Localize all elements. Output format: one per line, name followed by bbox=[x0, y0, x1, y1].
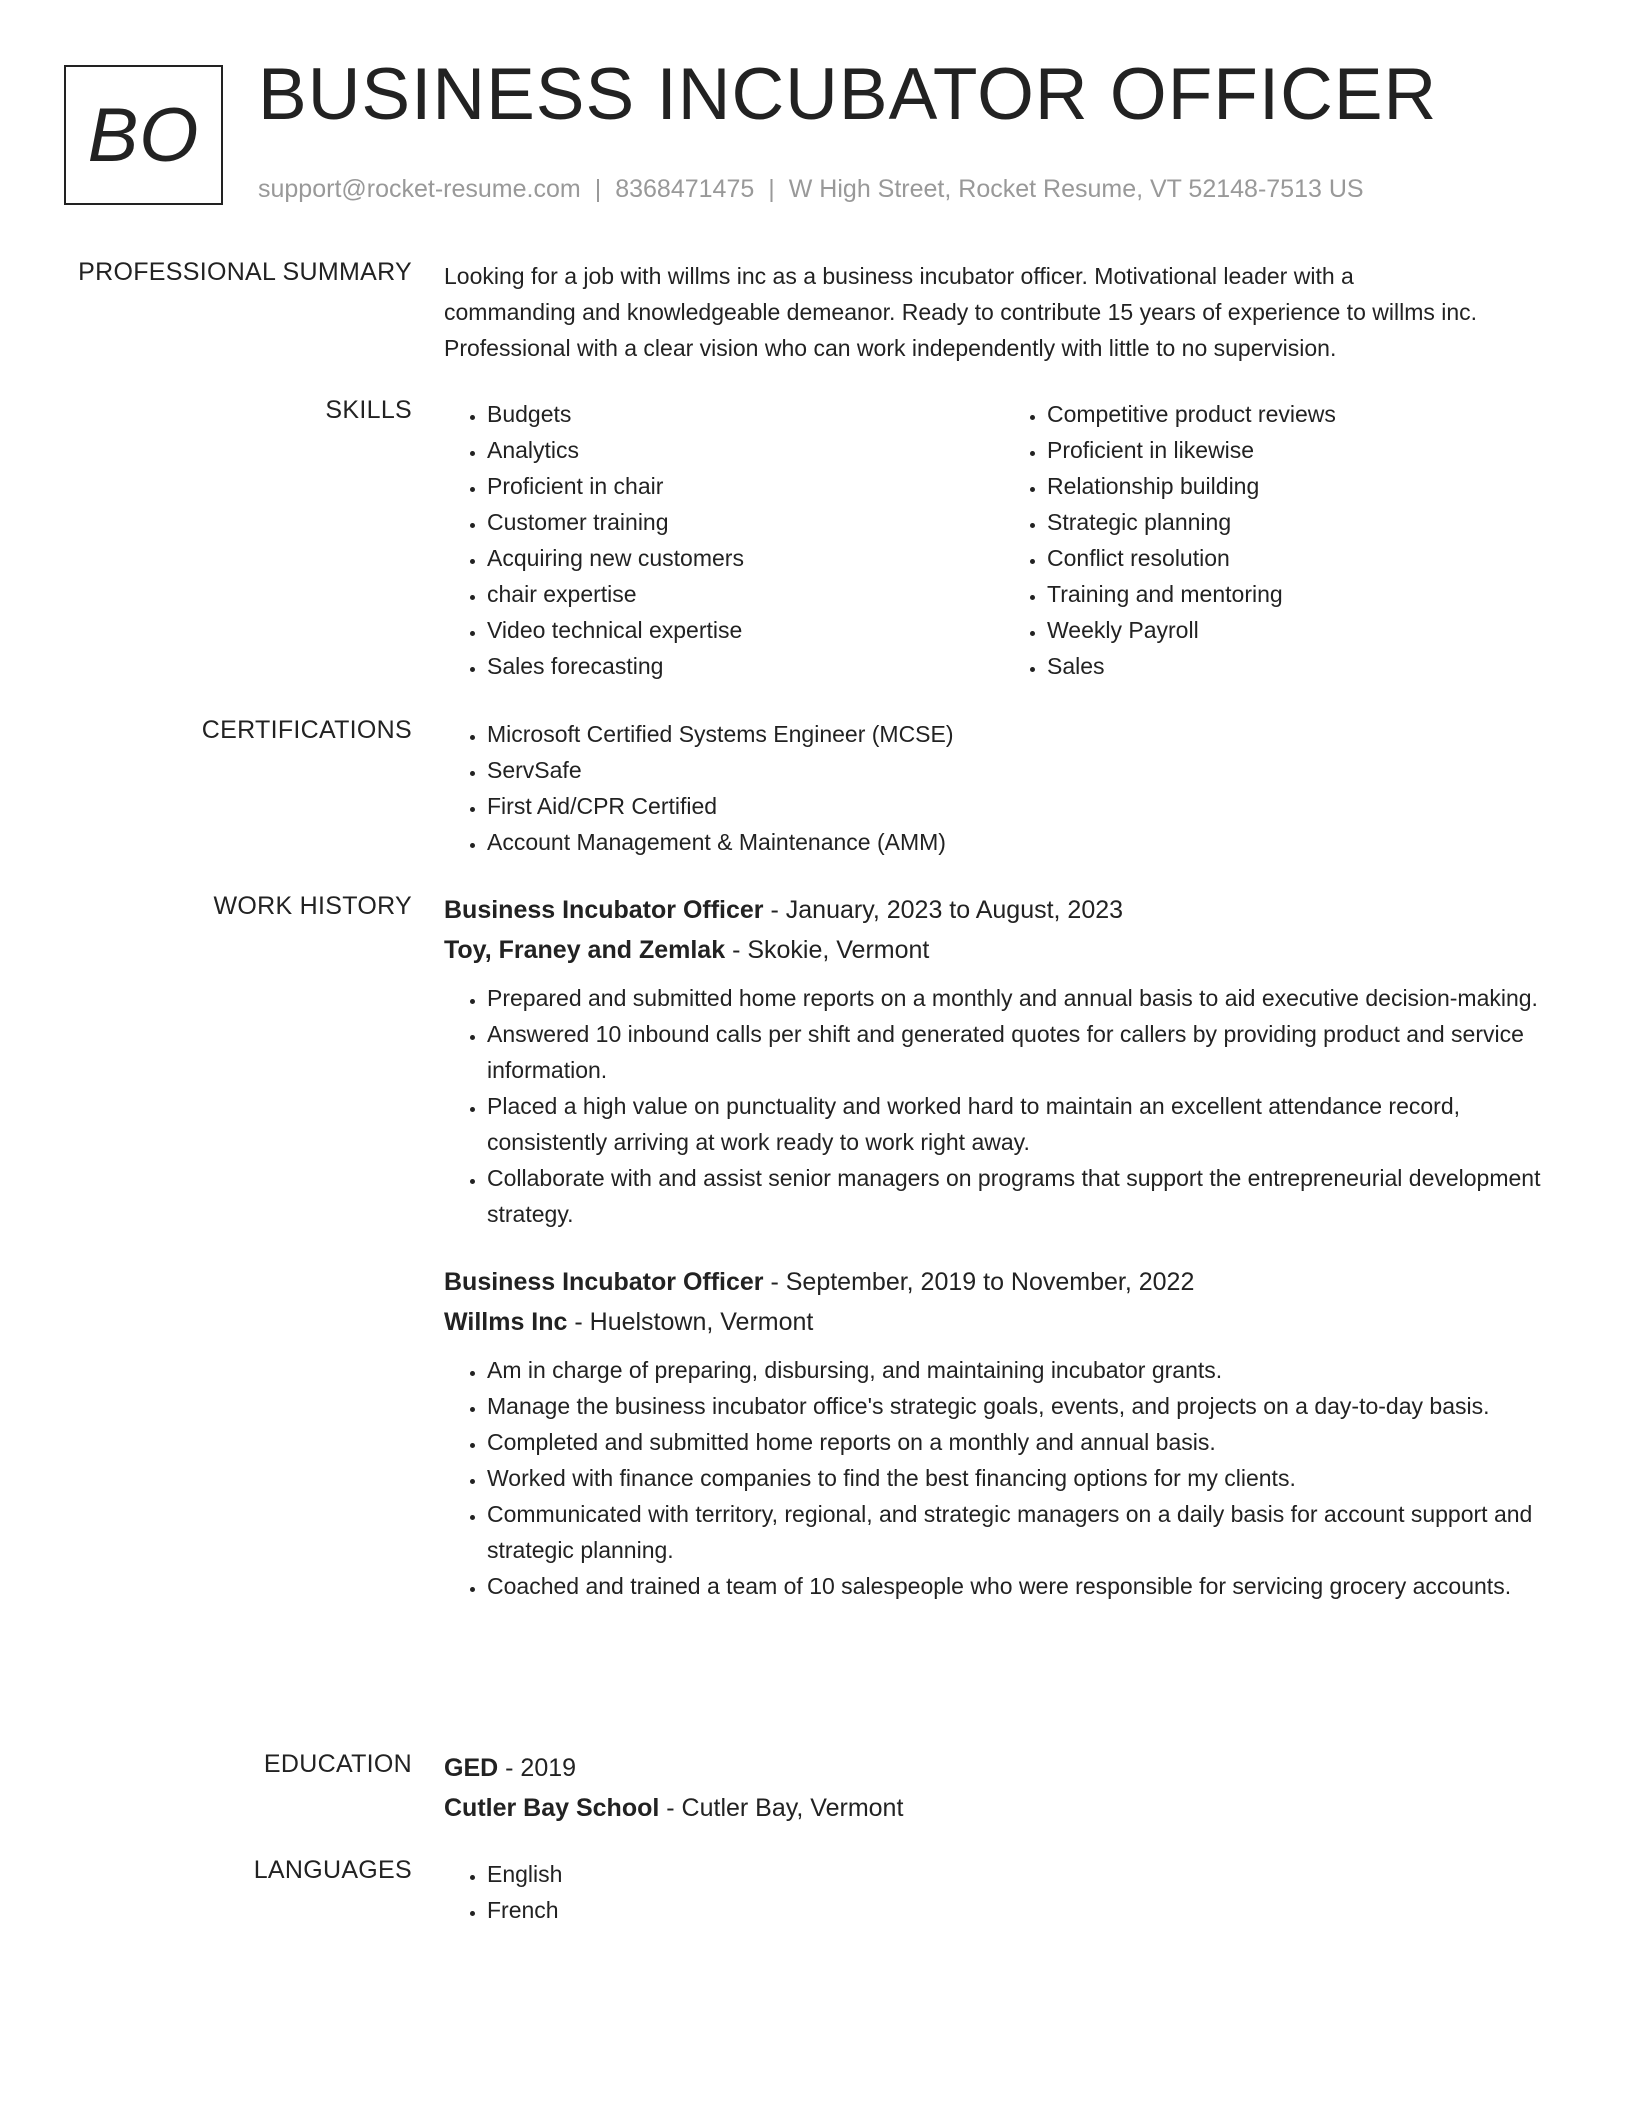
school-location: - Cutler Bay, Vermont bbox=[666, 1794, 904, 1822]
job-dates: - September, 2019 to November, 2022 bbox=[770, 1268, 1195, 1296]
resume-title: BUSINESS INCUBATOR OFFICER bbox=[258, 54, 1438, 135]
school-line bbox=[444, 1788, 1564, 1828]
section-label: WORK HISTORY bbox=[213, 892, 412, 920]
list-item: • Conflict resolution bbox=[1047, 540, 1564, 576]
job-company: Willms Inc bbox=[444, 1308, 568, 1336]
list-item: • Acquiring new customers bbox=[487, 540, 1004, 576]
list-item: • Am in charge of preparing, disbursing, and maintaining incubator grants. bbox=[487, 1352, 1564, 1388]
list-item: • Answered 10 inbound calls per shift and generated quotes for callers by providing product and service information. bbox=[487, 1016, 1564, 1088]
list-item: • French bbox=[487, 1892, 1564, 1928]
list-item: • Account Management & Maintenance (AMM) bbox=[487, 824, 1564, 860]
list-item: • Collaborate with and assist senior managers on programs that support the entrepreneurial development strategy. bbox=[487, 1160, 1564, 1232]
school-name: Cutler Bay School bbox=[444, 1794, 660, 1822]
list-item: • Worked with finance companies to find the best financing options for my clients. bbox=[487, 1460, 1564, 1496]
list-item: • Coached and trained a team of 10 salespeople who were responsible for servicing grocery accounts. bbox=[487, 1568, 1564, 1604]
section-label: SKILLS bbox=[325, 396, 412, 424]
list-item: • Microsoft Certified Systems Engineer (MCSE) bbox=[487, 716, 1564, 752]
list-item: • Proficient in likewise bbox=[1047, 432, 1564, 468]
job-title-line bbox=[444, 890, 1564, 930]
list-item: • Sales bbox=[1047, 648, 1564, 684]
list-item: • Training and mentoring bbox=[1047, 576, 1564, 612]
skills-list-left bbox=[444, 396, 1004, 684]
list-item: • Manage the business incubator office's strategic goals, events, and projects on a day-to-day basis. bbox=[487, 1388, 1564, 1424]
list-item: • Relationship building bbox=[1047, 468, 1564, 504]
section-label: EDUCATION bbox=[263, 1750, 412, 1778]
list-item: • Proficient in chair bbox=[487, 468, 1004, 504]
list-item: • Video technical expertise bbox=[487, 612, 1004, 648]
job-bullets bbox=[444, 1352, 1564, 1604]
job-bullets bbox=[444, 980, 1564, 1232]
separator: | bbox=[768, 175, 775, 203]
summary-text bbox=[444, 258, 1564, 366]
certifications-list bbox=[444, 716, 1564, 860]
job-company-line bbox=[444, 1302, 1564, 1342]
contact-phone[interactable]: 8368471475 bbox=[615, 175, 755, 203]
degree: GED bbox=[444, 1754, 499, 1782]
monogram-initials: BO bbox=[64, 65, 223, 205]
list-item: • Strategic planning bbox=[1047, 504, 1564, 540]
job-entry bbox=[444, 890, 1564, 1232]
list-item: • Prepared and submitted home reports on a monthly and annual basis to aid executive decision-making. bbox=[487, 980, 1564, 1016]
job-company: Toy, Franey and Zemlak bbox=[444, 936, 726, 964]
list-item: • chair expertise bbox=[487, 576, 1004, 612]
summary-line: Looking for a job with willms inc as a business incubator officer. Motivational leader with a bbox=[444, 263, 1354, 289]
list-item: • Completed and submitted home reports on a monthly and annual basis. bbox=[487, 1424, 1564, 1460]
list-item: • Sales forecasting bbox=[487, 648, 1004, 684]
job-title: Business Incubator Officer bbox=[444, 896, 764, 924]
list-item: • ServSafe bbox=[487, 752, 1564, 788]
skills-list-right bbox=[1004, 396, 1564, 684]
list-item: • English bbox=[487, 1856, 1564, 1892]
list-item: • Analytics bbox=[487, 432, 1004, 468]
job-dates: - January, 2023 to August, 2023 bbox=[770, 896, 1124, 924]
list-item: • First Aid/CPR Certified bbox=[487, 788, 1564, 824]
list-item: • Weekly Payroll bbox=[1047, 612, 1564, 648]
list-item: • Communicated with territory, regional, and strategic managers on a daily basis for account support and strategic planning. bbox=[487, 1496, 1564, 1568]
job-title-line bbox=[444, 1262, 1564, 1302]
list-item: • Placed a high value on punctuality and worked hard to maintain an excellent attendance record, consistently arriving at work ready to work right away. bbox=[487, 1088, 1564, 1160]
job-company-line bbox=[444, 930, 1564, 970]
list-item: • Budgets bbox=[487, 396, 1004, 432]
section-label: LANGUAGES bbox=[253, 1856, 412, 1884]
contact-address: W High Street, Rocket Resume, VT 52148-7513 US bbox=[788, 175, 1364, 203]
summary-line: commanding and knowledgeable demeanor. Ready to contribute 15 years of experience to willms inc. bbox=[444, 299, 1478, 325]
section-label: CERTIFICATIONS bbox=[201, 716, 412, 744]
list-item: • Customer training bbox=[487, 504, 1004, 540]
section-label: PROFESSIONAL SUMMARY bbox=[78, 258, 412, 286]
job-entry bbox=[444, 1262, 1564, 1604]
summary-line: Professional with a clear vision who can work independently with little to no supervision. bbox=[444, 335, 1337, 361]
languages-list bbox=[444, 1856, 1564, 1928]
contact-line bbox=[258, 175, 1364, 204]
job-location: - Skokie, Vermont bbox=[732, 936, 930, 964]
degree-line bbox=[444, 1748, 1564, 1788]
separator: | bbox=[594, 175, 602, 203]
contact-email[interactable]: support@rocket-resume.com bbox=[258, 175, 581, 203]
list-item: • Competitive product reviews bbox=[1047, 396, 1564, 432]
degree-year: - 2019 bbox=[505, 1754, 577, 1782]
job-title: Business Incubator Officer bbox=[444, 1268, 764, 1296]
job-location: - Huelstown, Vermont bbox=[574, 1308, 814, 1336]
